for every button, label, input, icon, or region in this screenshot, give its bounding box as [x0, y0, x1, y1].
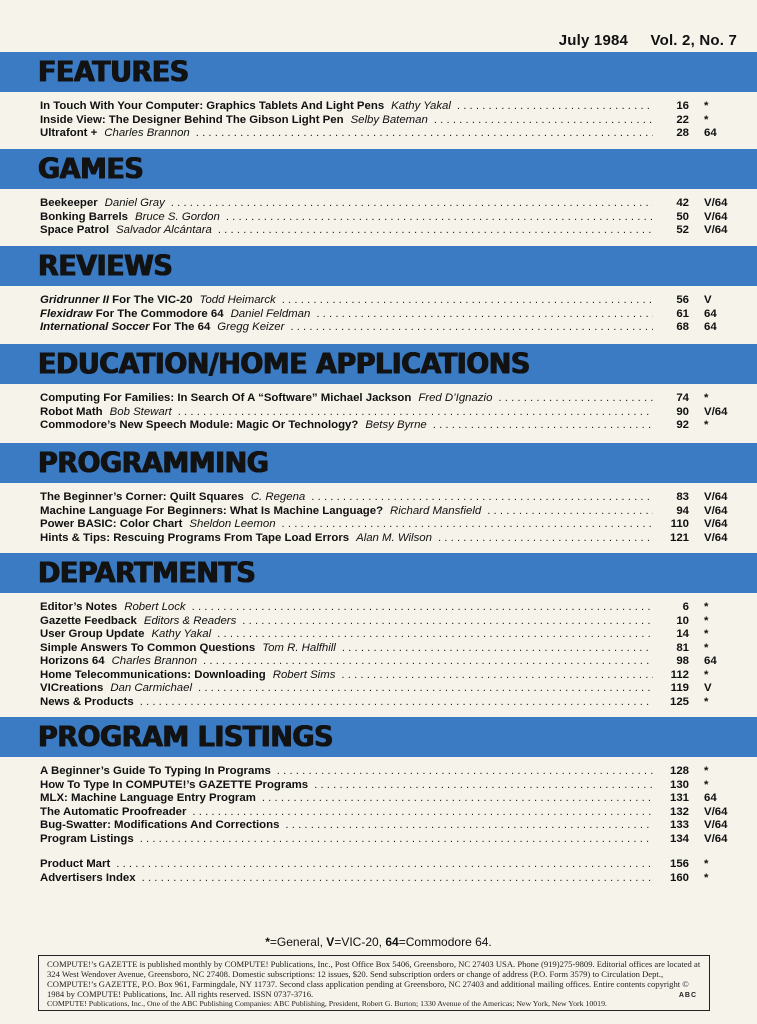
section-band — [0, 149, 757, 189]
toc-entry — [0, 669, 757, 683]
dot-leader — [140, 833, 653, 847]
section-heading-games: GAMES — [38, 152, 144, 186]
toc-entry — [0, 505, 757, 519]
section-heading-features: FEATURES — [38, 55, 189, 89]
section-reviews — [0, 246, 757, 335]
entry-title-text: User Group Update — [40, 628, 145, 640]
toc-entry — [0, 100, 757, 114]
entry-page: 14 — [676, 628, 689, 640]
entry-title-text: News & Products — [40, 695, 134, 708]
dot-leader — [342, 642, 653, 656]
entry-title — [40, 806, 186, 820]
entry-title-text: Editor’s Notes — [40, 601, 118, 613]
entry-title-text: Commodore’s New Speech Module: Magic Or Technology? — [40, 419, 359, 431]
entry-platform-code: * — [704, 614, 709, 627]
dot-leader — [498, 392, 653, 406]
dot-leader — [262, 792, 653, 806]
entry-page: 92 — [676, 419, 689, 431]
dot-leader — [438, 532, 653, 546]
entry-title — [40, 532, 349, 546]
dot-leader — [341, 669, 653, 683]
entry-page: 119 — [670, 682, 689, 694]
entry-author: Sheldon Leemon — [189, 518, 276, 530]
entry-title-text: Machine Language For Beginners: What Is Machine Language? — [40, 504, 384, 517]
entry-title-italic: International Soccer — [40, 321, 150, 333]
entry-title — [40, 100, 384, 114]
entry-title-text: Home Telecommunications: Downloading — [40, 668, 266, 681]
entry-author: Fred D’Ignazio — [418, 392, 493, 404]
dot-leader — [433, 419, 653, 433]
entry-list — [0, 189, 757, 238]
toc-entry — [0, 419, 757, 433]
entry-page: 6 — [682, 601, 689, 613]
entry-title — [40, 518, 182, 532]
entry-title — [40, 211, 128, 225]
dot-leader — [282, 518, 653, 532]
entry-author: Charles Brannon — [111, 655, 198, 667]
entry-page: 125 — [669, 695, 689, 708]
legend-v: V — [326, 935, 335, 949]
dot-leader — [311, 491, 653, 505]
entry-author: Charles Brannon — [104, 127, 190, 139]
entry-title — [40, 642, 255, 656]
entry-title — [40, 601, 117, 615]
toc-entry — [0, 806, 757, 820]
entry-page: 131 — [669, 792, 689, 804]
issue-date: July 1984 — [558, 32, 629, 49]
entry-title — [40, 628, 144, 642]
entry-title-text: Robot Math — [40, 405, 103, 418]
toc-entry — [0, 308, 757, 322]
legend-star-text: =General, — [269, 935, 323, 949]
toc-entry — [0, 872, 757, 886]
entry-platform-code: * — [704, 871, 709, 884]
entry-title-text: For The 64 — [149, 321, 211, 333]
dot-leader — [285, 819, 653, 833]
entry-page: 10 — [676, 614, 689, 627]
entry-author: Tom R. Halfhill — [262, 641, 336, 654]
entry-page: 42 — [676, 197, 689, 209]
toc-entry — [0, 819, 757, 833]
entry-platform-code: * — [704, 778, 709, 791]
entry-title — [40, 858, 110, 872]
toc-entry — [0, 682, 757, 696]
section-band — [0, 443, 757, 483]
entry-page: 160 — [669, 871, 689, 884]
legend-64: 64 — [385, 935, 399, 949]
entry-title — [40, 127, 97, 141]
entry-title-text: Bonking Barrels — [40, 210, 128, 223]
entry-title — [40, 294, 193, 308]
entry-page: 98 — [676, 655, 689, 667]
legend-v-text: =VIC-20, — [334, 935, 383, 949]
section-heading-education-home-applications: EDUCATION/HOME APPLICATIONS — [38, 347, 530, 381]
entry-title-text: The Automatic Proofreader — [40, 805, 187, 818]
section-band — [0, 344, 757, 384]
entry-author: Robert Lock — [124, 601, 186, 613]
entry-title — [40, 197, 98, 211]
entry-title-text: Computing For Families: In Search Of A “Software” Michael Jackson — [40, 392, 412, 404]
entry-author: Alan M. Wilson — [356, 531, 432, 544]
entry-page: 28 — [676, 127, 689, 139]
entry-title — [40, 792, 256, 806]
entry-list — [0, 286, 757, 335]
dot-leader — [218, 224, 653, 238]
entry-platform-code: V/64 — [704, 531, 728, 544]
entry-platform-code: V/64 — [704, 805, 728, 818]
section-program-listings — [0, 717, 757, 885]
toc-entry — [0, 765, 757, 779]
toc-entry — [0, 779, 757, 793]
entry-platform-code: * — [704, 113, 709, 126]
entry-list — [0, 384, 757, 433]
entry-list — [0, 92, 757, 141]
legend-64-text: =Commodore 64. — [398, 935, 492, 949]
entry-author: Kathy Yakal — [391, 100, 451, 112]
dot-leader — [192, 806, 653, 820]
toc-entry — [0, 211, 757, 225]
entry-title — [40, 872, 136, 886]
entry-title-italic: Gridrunner II — [40, 294, 109, 306]
entry-author: Richard Mansfield — [390, 504, 482, 517]
footer-publisher-info: COMPUTE! Publications, Inc., One of the ABC Publishing Companies: ABC Publishing, President, Robert G. Burton; 1330 Avenue of the Americas; New York, New York 10019. — [47, 999, 607, 1008]
spacer — [0, 846, 757, 858]
toc-entry — [0, 294, 757, 308]
dot-leader — [203, 655, 653, 669]
entry-title-text: A Beginner’s Guide To Typing In Programs — [40, 765, 271, 777]
section-band — [0, 246, 757, 286]
legend-star: * — [265, 935, 270, 949]
entry-list — [0, 593, 757, 709]
dot-leader — [282, 294, 653, 308]
dot-leader — [178, 406, 653, 420]
section-education — [0, 344, 757, 433]
toc-entry — [0, 127, 757, 141]
entry-title — [40, 765, 271, 779]
toc-entry — [0, 642, 757, 656]
entry-platform-code: V/64 — [704, 518, 728, 530]
entry-page: 94 — [676, 504, 689, 517]
entry-title — [40, 321, 210, 335]
dot-leader — [316, 308, 653, 322]
entry-title-text: Gazette Feedback — [40, 614, 137, 627]
dot-leader — [290, 321, 653, 335]
entry-page: 132 — [669, 805, 689, 818]
entry-page: 50 — [676, 210, 689, 223]
entry-title — [40, 833, 134, 847]
entry-page: 81 — [676, 641, 689, 654]
section-games — [0, 149, 757, 238]
section-band — [0, 717, 757, 757]
entry-author: Daniel Gray — [104, 197, 165, 209]
entry-title-text: Ultrafont + — [40, 127, 98, 139]
entry-title-text: Space Patrol — [40, 224, 110, 236]
toc-entry — [0, 532, 757, 546]
toc-entry — [0, 197, 757, 211]
entry-list — [0, 483, 757, 545]
entry-platform-code: * — [704, 695, 709, 708]
dot-leader — [226, 211, 653, 225]
dot-leader — [142, 872, 653, 886]
entry-title-text: How To Type In COMPUTE!’s GAZETTE Programs — [40, 778, 309, 791]
toc-entry — [0, 792, 757, 806]
dot-leader — [196, 127, 653, 141]
entry-page: 74 — [676, 392, 689, 404]
entry-page: 112 — [670, 668, 689, 681]
toc-entry — [0, 655, 757, 669]
toc-entry — [0, 491, 757, 505]
toc-entry — [0, 114, 757, 128]
section-heading-reviews: REVIEWS — [38, 249, 173, 283]
issue-line — [559, 32, 737, 49]
toc-entry — [0, 392, 757, 406]
entry-title-text: Product Mart — [40, 858, 111, 870]
toc-entry — [0, 601, 757, 615]
entry-platform-code: V/64 — [704, 504, 728, 517]
entry-title — [40, 308, 224, 322]
entry-author: Kathy Yakal — [151, 628, 212, 640]
entry-page: 121 — [669, 531, 689, 544]
section-band — [0, 52, 757, 92]
dot-leader — [198, 682, 653, 696]
entry-title-text: Inside View: The Designer Behind The Gibson Light Pen — [40, 113, 344, 126]
entry-author: Todd Heimarck — [199, 294, 276, 306]
entry-title — [40, 669, 266, 683]
section-departments — [0, 553, 757, 709]
dot-leader — [277, 765, 653, 779]
entry-title-text: Horizons 64 — [40, 655, 105, 667]
entry-title-text: Power BASIC: Color Chart — [40, 518, 183, 530]
entry-platform-code: V/64 — [704, 210, 728, 223]
issue-volume: Vol. 2, No. 7 — [650, 32, 737, 49]
section-programming — [0, 443, 757, 545]
dot-leader — [242, 615, 653, 629]
section-heading-program-listings: PROGRAM LISTINGS — [38, 720, 334, 754]
entry-page: 16 — [676, 100, 689, 112]
entry-platform-code: V/64 — [704, 197, 728, 209]
entry-platform-code: * — [704, 100, 709, 112]
entry-page: 128 — [669, 765, 689, 777]
entry-title-text: For The VIC-20 — [108, 294, 193, 306]
entry-author: Editors & Readers — [143, 614, 237, 627]
entry-platform-code: * — [704, 765, 709, 777]
entry-platform-code: V/64 — [704, 491, 728, 503]
entry-title — [40, 114, 344, 128]
entry-platform-code: * — [704, 601, 709, 613]
entry-platform-code: 64 — [704, 127, 717, 139]
entry-title — [40, 696, 134, 710]
entry-author: Robert Sims — [272, 668, 336, 681]
entry-title-text: MLX: Machine Language Entry Program — [40, 792, 256, 804]
entry-title-text: In Touch With Your Computer: Graphics Tablets And Light Pens — [40, 100, 385, 112]
dot-leader — [314, 779, 653, 793]
entry-platform-code: * — [704, 641, 709, 654]
toc-entry — [0, 406, 757, 420]
entry-title — [40, 224, 109, 238]
dot-leader — [140, 696, 653, 710]
entry-title — [40, 615, 137, 629]
entry-title-italic: Flexidraw — [40, 307, 93, 320]
entry-title — [40, 819, 279, 833]
entry-platform-code: * — [704, 628, 709, 640]
entry-platform-code: * — [704, 668, 709, 681]
entry-platform-code: V — [704, 682, 712, 694]
section-features — [0, 52, 757, 141]
dot-leader — [192, 601, 653, 615]
entry-page: 68 — [676, 321, 689, 333]
entry-author: Selby Bateman — [350, 113, 428, 126]
entry-title — [40, 505, 383, 519]
entry-page: 83 — [676, 491, 689, 503]
entry-title-text: Beekeeper — [40, 197, 98, 209]
toc-entry — [0, 224, 757, 238]
entry-author: Bruce S. Gordon — [134, 210, 220, 223]
toc-entry — [0, 858, 757, 872]
toc-entry — [0, 518, 757, 532]
entry-list — [0, 757, 757, 885]
entry-title-text: Hints & Tips: Rescuing Programs From Tape Load Errors — [40, 531, 350, 544]
dot-leader — [434, 114, 653, 128]
legend — [0, 935, 757, 949]
entry-title — [40, 655, 105, 669]
section-heading-departments: DEPARTMENTS — [38, 556, 256, 590]
entry-platform-code: V/64 — [704, 405, 728, 418]
dot-leader — [217, 628, 653, 642]
entry-page: 22 — [676, 113, 689, 126]
section-heading-programming: PROGRAMMING — [38, 446, 269, 480]
dot-leader — [171, 197, 653, 211]
entry-platform-code: 64 — [704, 655, 717, 667]
entry-platform-code: * — [704, 419, 709, 431]
entry-page: 52 — [676, 224, 689, 236]
entry-title — [40, 682, 103, 696]
publication-footer — [38, 955, 710, 1011]
entry-platform-code: 64 — [704, 321, 717, 333]
entry-author: Betsy Byrne — [365, 419, 427, 431]
entry-title-text: Program Listings — [40, 832, 134, 845]
entry-platform-code: V/64 — [704, 224, 728, 236]
toc-entry — [0, 696, 757, 710]
entry-title-text: VICreations — [40, 682, 104, 694]
entry-page: 134 — [669, 832, 689, 845]
entry-platform-code: V — [704, 294, 712, 306]
entry-author: C. Regena — [250, 491, 306, 503]
entry-platform-code: * — [704, 392, 709, 404]
entry-author: Dan Carmichael — [110, 682, 192, 694]
section-band — [0, 553, 757, 593]
footer-publication-info: COMPUTE!’s GAZETTE is published monthly by COMPUTE! Publications, Inc., Post Office Box 5406, Greensboro, NC 27403 USA. Phone (919)275-9809. Editorial offices are located at 324 West Wendover Avenue, Greensboro, NC 27408. Domestic subscriptions: 12 issues, $20. Send subscription orders or change of address (P.O. Form 3579) to Circulation Dept., COMPUTE!’s GAZETTE, P.O. Box 961, Farmingdale, NY 11737. Second class application pending at Greensboro, NC 27403 and additional mailing offices. Entire contents copyright © 1984 by COMPUTE! Publications, Inc. All rights reserved. ISSN 0737-3716. — [47, 959, 701, 999]
entry-page: 156 — [669, 858, 689, 870]
entry-platform-code: * — [704, 858, 709, 870]
entry-title-text: Bug-Swatter: Modifications And Corrections — [40, 819, 280, 831]
abc-logo: ABC — [678, 992, 697, 999]
dot-leader — [487, 505, 653, 519]
entry-title — [40, 491, 244, 505]
entry-page: 130 — [669, 778, 689, 791]
entry-author: Gregg Keizer — [217, 321, 285, 333]
entry-author: Salvador Alcántara — [116, 224, 212, 236]
entry-page: 133 — [669, 819, 689, 831]
dot-leader — [457, 100, 653, 114]
entry-author: Bob Stewart — [109, 405, 172, 418]
entry-title-text: Advertisers Index — [40, 871, 136, 884]
entry-platform-code: 64 — [704, 792, 717, 804]
entry-author: Daniel Feldman — [230, 307, 311, 320]
entry-title-text: For The Commodore 64 — [92, 307, 224, 320]
toc-entry — [0, 615, 757, 629]
entry-title — [40, 406, 103, 420]
entry-page: 110 — [670, 518, 689, 530]
entry-platform-code: V/64 — [704, 832, 728, 845]
toc-entry — [0, 321, 757, 335]
entry-title — [40, 392, 411, 406]
entry-title — [40, 419, 358, 433]
entry-page: 56 — [676, 294, 689, 306]
toc-entry — [0, 628, 757, 642]
entry-page: 61 — [676, 307, 689, 320]
dot-leader — [116, 858, 653, 872]
entry-title — [40, 779, 308, 793]
entry-title-text: Simple Answers To Common Questions — [40, 641, 256, 654]
toc-entry — [0, 833, 757, 847]
entry-page: 90 — [676, 405, 689, 418]
entry-platform-code: V/64 — [704, 819, 728, 831]
entry-title-text: The Beginner’s Corner: Quilt Squares — [40, 491, 244, 503]
entry-platform-code: 64 — [704, 307, 717, 320]
